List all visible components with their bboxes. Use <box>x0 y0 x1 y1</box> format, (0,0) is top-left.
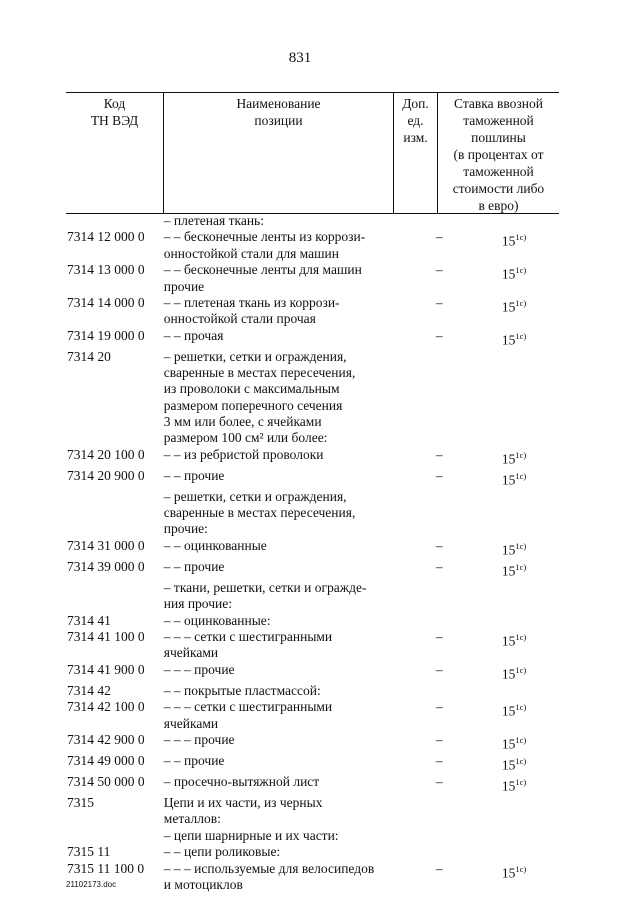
row-code: 7314 42 100 0 <box>67 699 145 715</box>
row-unit: – <box>435 629 443 645</box>
row-unit: – <box>435 774 443 790</box>
row-rate <box>468 629 560 662</box>
rate-footnote: 1c) <box>515 470 527 481</box>
row-unit: – <box>435 446 443 462</box>
table-row <box>66 613 560 629</box>
rate-value: 15 <box>501 703 516 719</box>
row-name: Цепи и их части, из черных металлов: <box>163 795 323 827</box>
table-row <box>66 699 560 732</box>
row-unit: – <box>435 537 443 553</box>
header-name: Наименование позиции <box>236 96 321 128</box>
row-name: – ткани, решетки, сетки и огражде- ния прочие: <box>163 579 367 612</box>
table-row <box>66 213 560 229</box>
row-name: – – прочие <box>163 753 225 769</box>
header-rate: Ставка ввозной таможенной пошлины (в процентах от таможенной стоимости либо в евро) <box>452 96 545 213</box>
row-name: – решетки, сетки и ограждения, сваренные в местах пересечения, прочие: <box>163 488 356 537</box>
row-unit: – <box>435 327 443 343</box>
row-unit: – <box>435 262 443 278</box>
table-row <box>66 229 560 262</box>
row-rate <box>468 538 560 559</box>
table-row <box>66 828 560 844</box>
table-row <box>66 795 560 828</box>
footer-filename: 21102173.doc <box>66 880 117 889</box>
row-code: 7314 14 000 0 <box>67 295 145 311</box>
rate-value: 15 <box>501 865 516 881</box>
table-row <box>66 559 560 580</box>
table-row <box>66 295 560 328</box>
rate-footnote: 1c) <box>515 561 527 572</box>
table-row <box>66 629 560 662</box>
page-number: 831 <box>288 50 312 66</box>
row-code <box>66 489 164 538</box>
row-rate <box>468 613 560 629</box>
rate-value: 15 <box>501 332 516 348</box>
row-rate <box>468 861 560 894</box>
row-unit: – <box>435 753 443 769</box>
rate-footnote: 1c) <box>515 265 527 276</box>
row-rate <box>468 795 560 828</box>
table-row <box>66 349 560 447</box>
table-row <box>66 468 560 489</box>
rate-value: 15 <box>501 666 516 682</box>
table-row <box>66 447 560 468</box>
row-code: 7315 11 <box>67 844 111 860</box>
row-unit <box>410 795 468 828</box>
row-rate <box>468 559 560 580</box>
row-name: – – – прочие <box>163 661 235 677</box>
row-rate <box>468 349 560 447</box>
row-rate <box>468 844 560 860</box>
row-unit <box>410 844 468 860</box>
rate-value: 15 <box>501 299 516 315</box>
row-unit <box>410 213 468 229</box>
row-rate <box>468 328 560 349</box>
row-code <box>66 213 164 229</box>
row-name: – – – сетки с шестигранными ячейками <box>163 629 333 661</box>
table-row <box>66 753 560 774</box>
row-unit: – <box>435 295 443 311</box>
row-unit <box>410 580 468 613</box>
row-name: – – – прочие <box>163 732 235 748</box>
row-unit <box>410 613 468 629</box>
row-code: 7314 20 <box>67 348 111 364</box>
row-name: – просечно-вытяжной лист <box>163 774 320 790</box>
row-code <box>66 580 164 613</box>
table-row <box>66 774 560 795</box>
row-name: – – оцинкованные <box>163 537 267 553</box>
row-code: 7314 41 100 0 <box>67 629 145 645</box>
table-row <box>66 844 560 860</box>
row-code: 7315 11 100 0 <box>67 860 145 876</box>
row-rate <box>468 468 560 489</box>
rate-value: 15 <box>501 266 516 282</box>
row-code: 7314 42 <box>67 682 111 698</box>
row-code: 7314 41 900 0 <box>67 661 145 677</box>
row-unit <box>410 683 468 699</box>
header-code: Код ТН ВЭД <box>90 96 139 128</box>
row-rate <box>468 229 560 262</box>
rate-value: 15 <box>501 563 516 579</box>
rate-value: 15 <box>501 757 516 773</box>
row-rate <box>468 662 560 683</box>
row-name: – – оцинкованные: <box>163 612 271 628</box>
table-row <box>66 328 560 349</box>
row-unit <box>410 489 468 538</box>
row-unit: – <box>435 732 443 748</box>
rate-footnote: 1c) <box>515 449 527 460</box>
row-code: 7314 13 000 0 <box>67 262 145 278</box>
row-unit <box>410 828 468 844</box>
row-name: – – прочие <box>163 558 225 574</box>
row-name: – – бесконечные ленты для машин прочие <box>163 262 362 294</box>
row-code: 7314 50 000 0 <box>67 774 145 790</box>
row-unit: – <box>435 699 443 715</box>
row-code: 7314 19 000 0 <box>67 327 145 343</box>
row-rate <box>468 828 560 844</box>
row-name: – – – сетки с шестигранными ячейками <box>163 699 333 731</box>
row-rate <box>468 699 560 732</box>
row-unit: – <box>435 558 443 574</box>
row-code: 7314 49 000 0 <box>67 753 145 769</box>
row-code: 7314 41 <box>67 612 111 628</box>
rate-footnote: 1c) <box>515 702 527 713</box>
header-unit: Доп. ед. изм. <box>402 96 429 145</box>
row-code: 7314 12 000 0 <box>67 229 145 245</box>
table-row <box>66 861 560 894</box>
row-rate <box>468 753 560 774</box>
row-unit <box>410 349 468 447</box>
table-row <box>66 732 560 753</box>
table-top-rule <box>66 92 559 93</box>
row-code <box>66 828 164 844</box>
row-code: 7314 39 000 0 <box>67 558 145 574</box>
row-rate <box>468 489 560 538</box>
table-row <box>66 489 560 538</box>
row-unit: – <box>435 467 443 483</box>
rate-value: 15 <box>501 778 516 794</box>
row-rate <box>468 580 560 613</box>
rate-footnote: 1c) <box>515 632 527 643</box>
row-rate <box>468 213 560 229</box>
rate-footnote: 1c) <box>515 735 527 746</box>
rate-footnote: 1c) <box>515 664 527 675</box>
row-rate <box>468 732 560 753</box>
row-unit: – <box>435 661 443 677</box>
rate-value: 15 <box>501 451 516 467</box>
table-row <box>66 262 560 295</box>
rate-footnote: 1c) <box>515 863 527 874</box>
rate-value: 15 <box>501 633 516 649</box>
row-name: – – прочая <box>163 327 224 343</box>
rate-value: 15 <box>501 472 516 488</box>
table-row <box>66 683 560 699</box>
row-rate <box>468 774 560 795</box>
table-row <box>66 580 560 613</box>
rate-value: 15 <box>501 542 516 558</box>
rate-footnote: 1c) <box>515 298 527 309</box>
row-unit: – <box>435 860 443 876</box>
rate-value: 15 <box>501 233 516 249</box>
row-code: 7314 42 900 0 <box>67 732 145 748</box>
row-code: 7314 20 900 0 <box>67 467 145 483</box>
row-name: – цепи шарнирные и их части: <box>163 827 339 843</box>
rate-footnote: 1c) <box>515 330 527 341</box>
rate-footnote: 1c) <box>515 756 527 767</box>
row-rate <box>468 683 560 699</box>
rate-value: 15 <box>501 736 516 752</box>
row-name: – плетеная ткань: <box>163 213 264 228</box>
row-name: – – – используемые для велосипедов и мотоциклов <box>163 860 375 893</box>
rate-footnote: 1c) <box>515 232 527 243</box>
row-rate <box>468 447 560 468</box>
rate-footnote: 1c) <box>515 777 527 788</box>
row-name: – – из ребристой проволоки <box>163 446 324 462</box>
row-name: – – прочие <box>163 467 225 483</box>
row-name: – – цепи роликовые: <box>163 844 281 860</box>
row-rate <box>468 262 560 295</box>
row-code: 7314 31 000 0 <box>67 537 145 553</box>
row-name: – – бесконечные ленты из коррози- онностойкой стали для машин <box>163 229 366 261</box>
rate-footnote: 1c) <box>515 540 527 551</box>
row-name: – решетки, сетки и ограждения, сваренные в местах пересечения, из проволоки с максимальным размером поперечного сечения 3 мм или более, с ячейками размером 100 см² или более: <box>163 348 356 446</box>
row-name: – – плетеная ткань из коррози- онностойкой стали прочая <box>163 295 340 327</box>
row-code: 7314 20 100 0 <box>67 446 145 462</box>
table-row <box>66 538 560 559</box>
row-rate <box>468 295 560 328</box>
row-unit: – <box>435 229 443 245</box>
tariff-table-body <box>66 213 560 894</box>
table-row <box>66 662 560 683</box>
row-name: – – покрытые пластмассой: <box>163 682 321 698</box>
row-code: 7315 <box>67 795 94 811</box>
